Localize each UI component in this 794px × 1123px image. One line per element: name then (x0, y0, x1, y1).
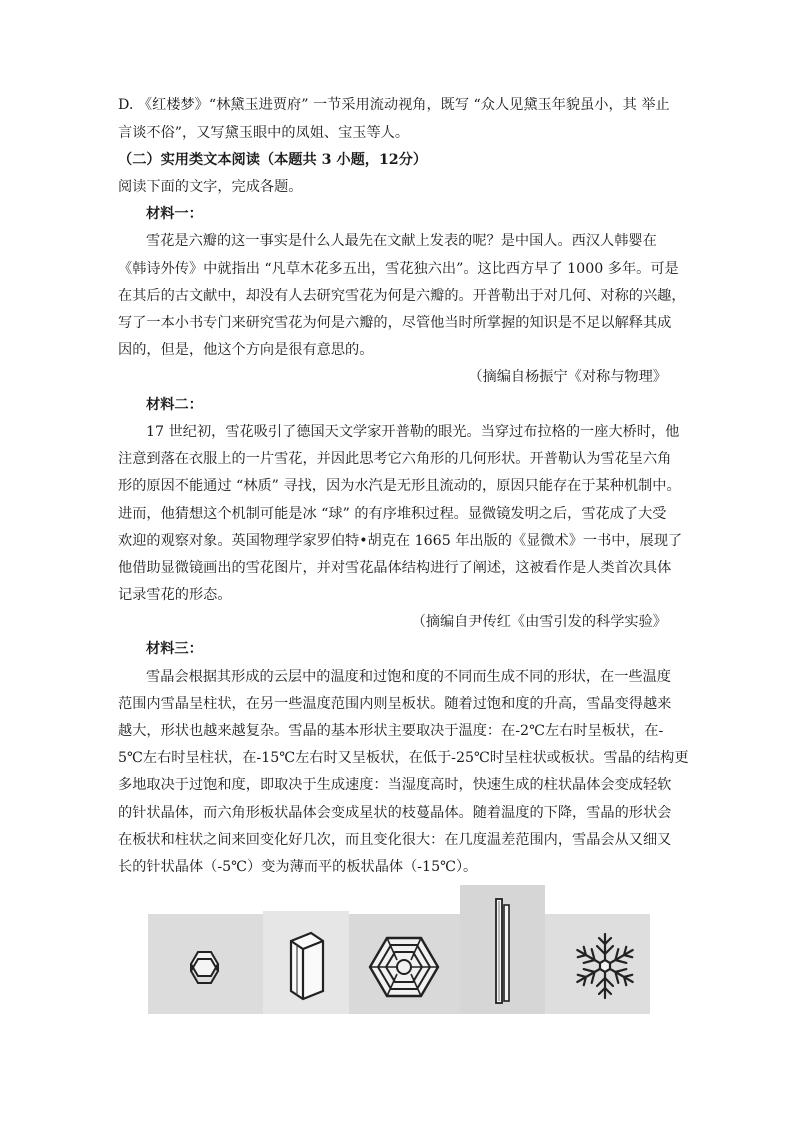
material-3-paragraph-line: 长的针状晶体（-5℃）变为薄而平的板状晶体（-15℃）。 (118, 859, 478, 875)
material-3-paragraph-line: 在板状和柱状之间来回变化好几次，而且变化很大：在几度温差范围内，雪晶会从又细又 (118, 832, 672, 848)
material-3-paragraph-line: 的针状晶体，而六角形板状晶体会变成星状的枝蔓晶体。随着温度的下降，雪晶的形状会 (118, 805, 672, 821)
material-2-paragraph-line: 注意到落在衣服上的一片雪花，并因此思考它六角形的几何形状。开普勒认为雪花呈六角 (118, 451, 672, 467)
material-3-paragraph-line: 多地取决于过饱和度，即取决于生成速度：当湿度高时，快速生成的柱状晶体会变成轻软 (118, 777, 672, 793)
option-d-line-2: 言谈不俗”，又写黛玉眼中的凤姐、宝玉等人。 (118, 125, 410, 141)
material-3-paragraph-line: 越大，形状也越来越复杂。雪晶的基本形状主要取决于温度：在-2℃左右时呈板状，在- (118, 723, 664, 739)
material-2-title: 材料二： (146, 397, 203, 413)
material-2-paragraph-line: 记录雪花的形态。 (118, 587, 232, 603)
material-1-paragraph-line: 雪花是六瓣的这一事实是什么人最先在文献上发表的呢？是中国人。西汉人韩婴在 (146, 233, 657, 249)
material-2-paragraph-line: 17 世纪初，雪花吸引了德国天文学家开普勒的眼光。当穿过布拉格的一座大桥时，他 (146, 424, 680, 440)
material-2-paragraph-line: 欢迎的观察对象。英国物理学家罗伯特•胡克在 1665 年出版的《显微术》一书中，展现了 (118, 533, 683, 549)
needle-crystal-image (460, 885, 545, 1014)
material-3-paragraph-line: 范围内雪晶呈柱状，在另一些温度范围内则呈板状。随着过饱和度的升高，雪晶变得越来 (118, 696, 672, 712)
material-1-paragraph-line: 因的，但是，他这个方向是很有意思的。 (118, 342, 374, 358)
material-1-paragraph-line: 写了一本小书专门来研究雪花为何是六瓣的，尽管他当时所掌握的知识是不足以解释其成 (118, 315, 672, 331)
material-3-paragraph-line: 雪晶会根据其形成的云层中的温度和过饱和度的不同而生成不同的形状，在一些温度 (146, 669, 671, 685)
sectored-plate-crystal-image (349, 914, 460, 1014)
option-d-line-1: D. 《红楼梦》“林黛玉进贾府” 一节采用流动视角，既写 “众人见黛玉年貌虽小，其 举止 (118, 97, 670, 113)
hexagonal-column-crystal-image (263, 911, 349, 1014)
hexagonal-plate-crystal-image (148, 914, 263, 1014)
material-2-paragraph-line: 进而，他猜想这个机制可能是冰 “球” 的有序堆积过程。显微镜发明之后，雪花成了大受 (118, 506, 667, 522)
material-2-source: （摘编自尹传红《由雪引发的科学实验》 (411, 614, 667, 630)
material-1-paragraph-line: 在其后的古文献中，却没有人去研究雪花为何是六瓣的。开普勒出于对几何、对称的兴趣， (118, 288, 686, 304)
material-2-paragraph-line: 形的原因不能通过 “林质” 寻找，因为水汽是无形且流动的，原因只能存在于某种机制中。 (118, 478, 681, 494)
material-2-paragraph-line: 他借助显微镜画出的雪花图片，并对雪花晶体结构进行了阐述，这被看作是人类首次具体 (118, 560, 672, 576)
material-1-title: 材料一： (146, 206, 203, 222)
material-1-paragraph-line: 《韩诗外传》中就指出 “凡草木花多五出，雪花独六出”。这比西方早了 1000 多年。可是 (118, 261, 679, 277)
material-1-source: （摘编自杨振宁《对称与物理》 (468, 369, 667, 385)
section-heading: （二）实用类文本阅读（本题共 3 小题，12分） (118, 152, 428, 168)
material-3-paragraph-line: 5℃左右时呈柱状，在-15℃左右时又呈板状，在低于-25℃时呈柱状或板状。雪晶的结构更 (118, 750, 689, 766)
stellar-dendrite-crystal-image (545, 914, 650, 1014)
material-3-title: 材料三： (146, 641, 203, 657)
instruction: 阅读下面的文字，完成各题。 (118, 179, 303, 195)
